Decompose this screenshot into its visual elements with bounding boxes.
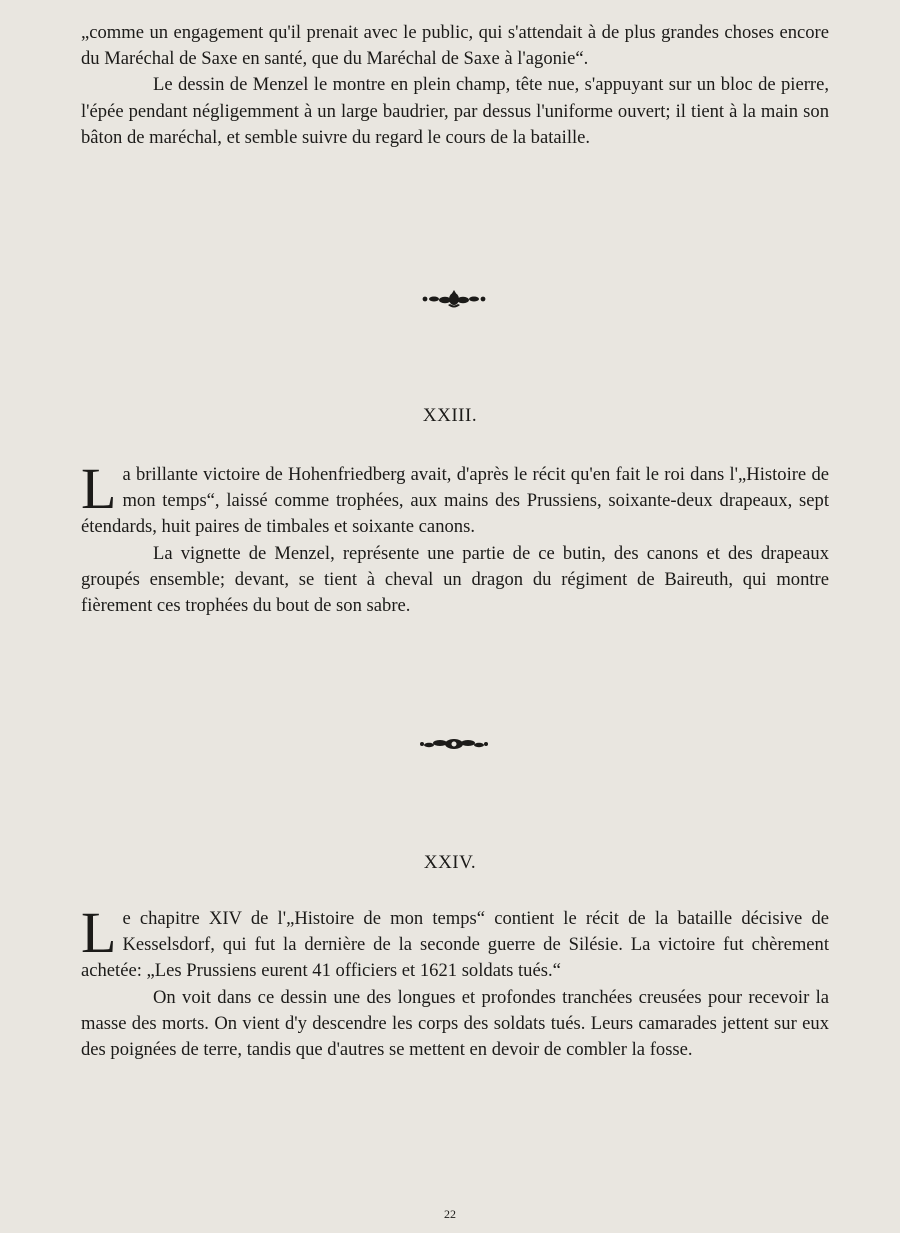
dropcap-letter: L — [81, 900, 117, 965]
fleuron-ornament-2 — [418, 733, 490, 755]
section-heading-23: XXIII. — [422, 405, 478, 426]
intro-paragraph-1: „comme un engagement qu'il prenait avec le public, qui s'attendait à de plus grandes choses encore du Maréchal de Saxe en santé, que du Maréchal de Saxe à l'agonie“. — [81, 22, 829, 70]
section-23-paragraph-1-body: a brillante victoire de Hohenfriedberg avait, d'après le récit qu'en fait le roi dans l'„Histoire de mon temps“, laissé comme trophées, aux mains des Prussiens, soixante-deux drapeaux, sept étendards, huit paires de timbales et soixante canons. — [81, 464, 829, 538]
section-23-paragraph-2: La vignette de Menzel, représente une partie de ce butin, des canons et des drapeaux groupés ensemble; devant, se tient à cheval un dragon du régiment de Baireuth, qui montre fièrement ces trophées du bout de son sabre. — [81, 542, 829, 617]
section-23-paragraph-1 — [81, 456, 829, 541]
page-number: 22 — [444, 1207, 456, 1221]
section-heading-24: XXIV. — [423, 852, 477, 873]
intro-paragraph-2: Le dessin de Menzel le montre en plein champ, tête nue, s'appuyant sur un bloc de pierre, l'épée pendant négligemment à un large baudrier, par dessus l'uniforme ouvert; il tient à la main son bâton de maréchal, et semble suivre du regard le cours de la bataille. — [81, 74, 829, 148]
section-24-paragraph-1 — [81, 900, 829, 985]
section-24-paragraph-1-body: e chapitre XIV de l'„Histoire de mon temps“ contient le récit de la bataille décisive de Kesselsdorf, qui fut la dernière de la seconde guerre de Silésie. La victoire fut chèrement achetée: „Les Prussiens eurent 41 officiers et 1621 soldats tués.“ — [81, 908, 829, 982]
fleuron-ornament-1 — [418, 288, 490, 310]
section-24-paragraph-2: On voit dans ce dessin une des longues et profondes tranchées creusées pour recevoir la masse des morts. On vient d'y descendre les corps des soldats tués. Leurs camarades jettent sur eux des poignées de terre, tandis que d'autres se mettent en devoir de combler la fosse. — [81, 986, 829, 1061]
section-23-text — [81, 456, 829, 619]
section-24-text — [81, 900, 829, 1063]
dropcap-letter: L — [81, 456, 117, 521]
intro-text — [81, 20, 829, 151]
